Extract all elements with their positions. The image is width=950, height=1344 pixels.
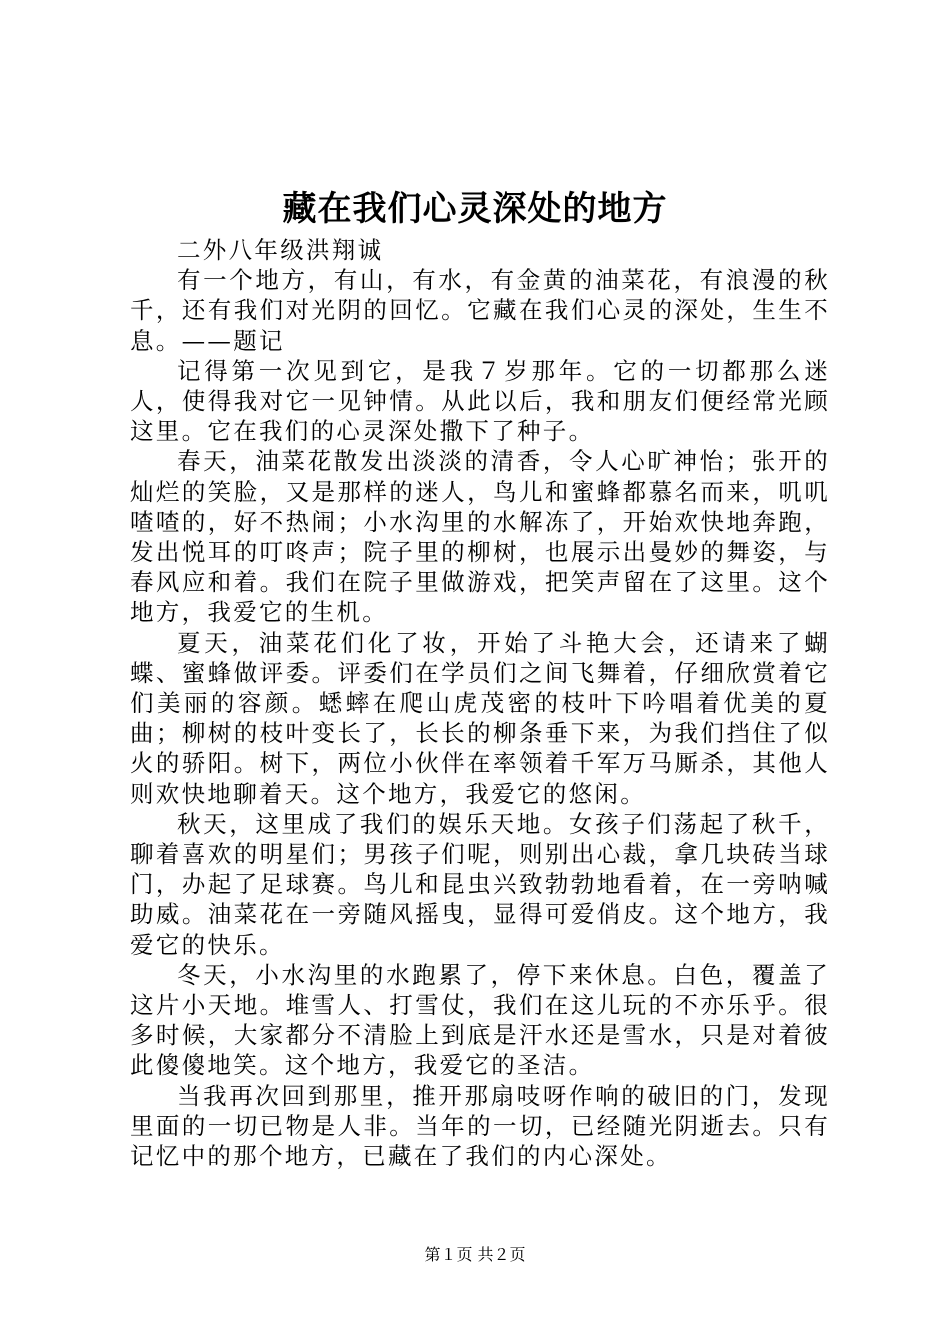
paragraph-summer: 夏天，油菜花们化了妆，开始了斗艳大会，还请来了蝴蝶、蜜蜂做评委。评委们在学员们之间飞舞着，仔细欣赏着它们美丽的容颜。蟋蟀在爬山虎茂密的枝叶下吟唱着优美的夏曲；柳树的枝叶变长了，长长的柳条垂下来，为我们挡住了似火的骄阳。树下，两位小伙伴在率领着千军万马厮杀，其他人则欢快地聊着天。这个地方，我爱它的悠闲。 (130, 628, 830, 808)
paragraph-autumn: 秋天，这里成了我们的娱乐天地。女孩子们荡起了秋千，聊着喜欢的明星们；男孩子们呢，则别出心裁，拿几块砖当球门，办起了足球赛。鸟儿和昆虫兴致勃勃地看着，在一旁呐喊助威。油菜花在一旁随风摇曳，显得可爱俏皮。这个地方，我爱它的快乐。 (130, 809, 830, 959)
page-title: 藏在我们心灵深处的地方 (282, 189, 668, 229)
page-number-footer: 第１页 共２页 (424, 1245, 526, 1264)
document-body (130, 235, 830, 1171)
paragraph-first-visit: 记得第一次见到它，是我７岁那年。它的一切都那么迷人，使得我对它一见钟情。从此以后，我和朋友们便经常光顾这里。它在我们的心灵深处撒下了种子。 (130, 356, 830, 446)
paragraph-spring: 春天，油菜花散发出淡淡的清香，令人心旷神怡；张开的灿烂的笑脸，又是那样的迷人，鸟儿和蜜蜂都慕名而来，叽叽喳喳的，好不热闹；小水沟里的水解冻了，开始欢快地奔跑，发出悦耳的叮咚声；院子里的柳树，也展示出曼妙的舞姿，与春风应和着。我们在院子里做游戏，把笑声留在了这里。这个地方，我爱它的生机。 (130, 447, 830, 627)
paragraph-epigraph: 有一个地方，有山，有水，有金黄的油菜花，有浪漫的秋千，还有我们对光阴的回忆。它藏在我们心灵的深处，生生不息。——题记 (130, 266, 830, 355)
paragraph-ending: 当我再次回到那里，推开那扇吱呀作响的破旧的门，发现里面的一切已物是人非。当年的一切，已经随光阴逝去。只有记忆中的那个地方，已藏在了我们的内心深处。 (130, 1081, 830, 1171)
author-line: 二外八年级洪翔诚 (177, 236, 384, 264)
paragraph-winter: 冬天，小水沟里的水跑累了，停下来休息。白色，覆盖了这片小天地。堆雪人、打雪仗，我们在这儿玩的不亦乐乎。很多时候，大家都分不清脸上到底是汗水还是雪水，只是对着彼此傻傻地笑。这个地方，我爱它的圣洁。 (130, 960, 830, 1080)
